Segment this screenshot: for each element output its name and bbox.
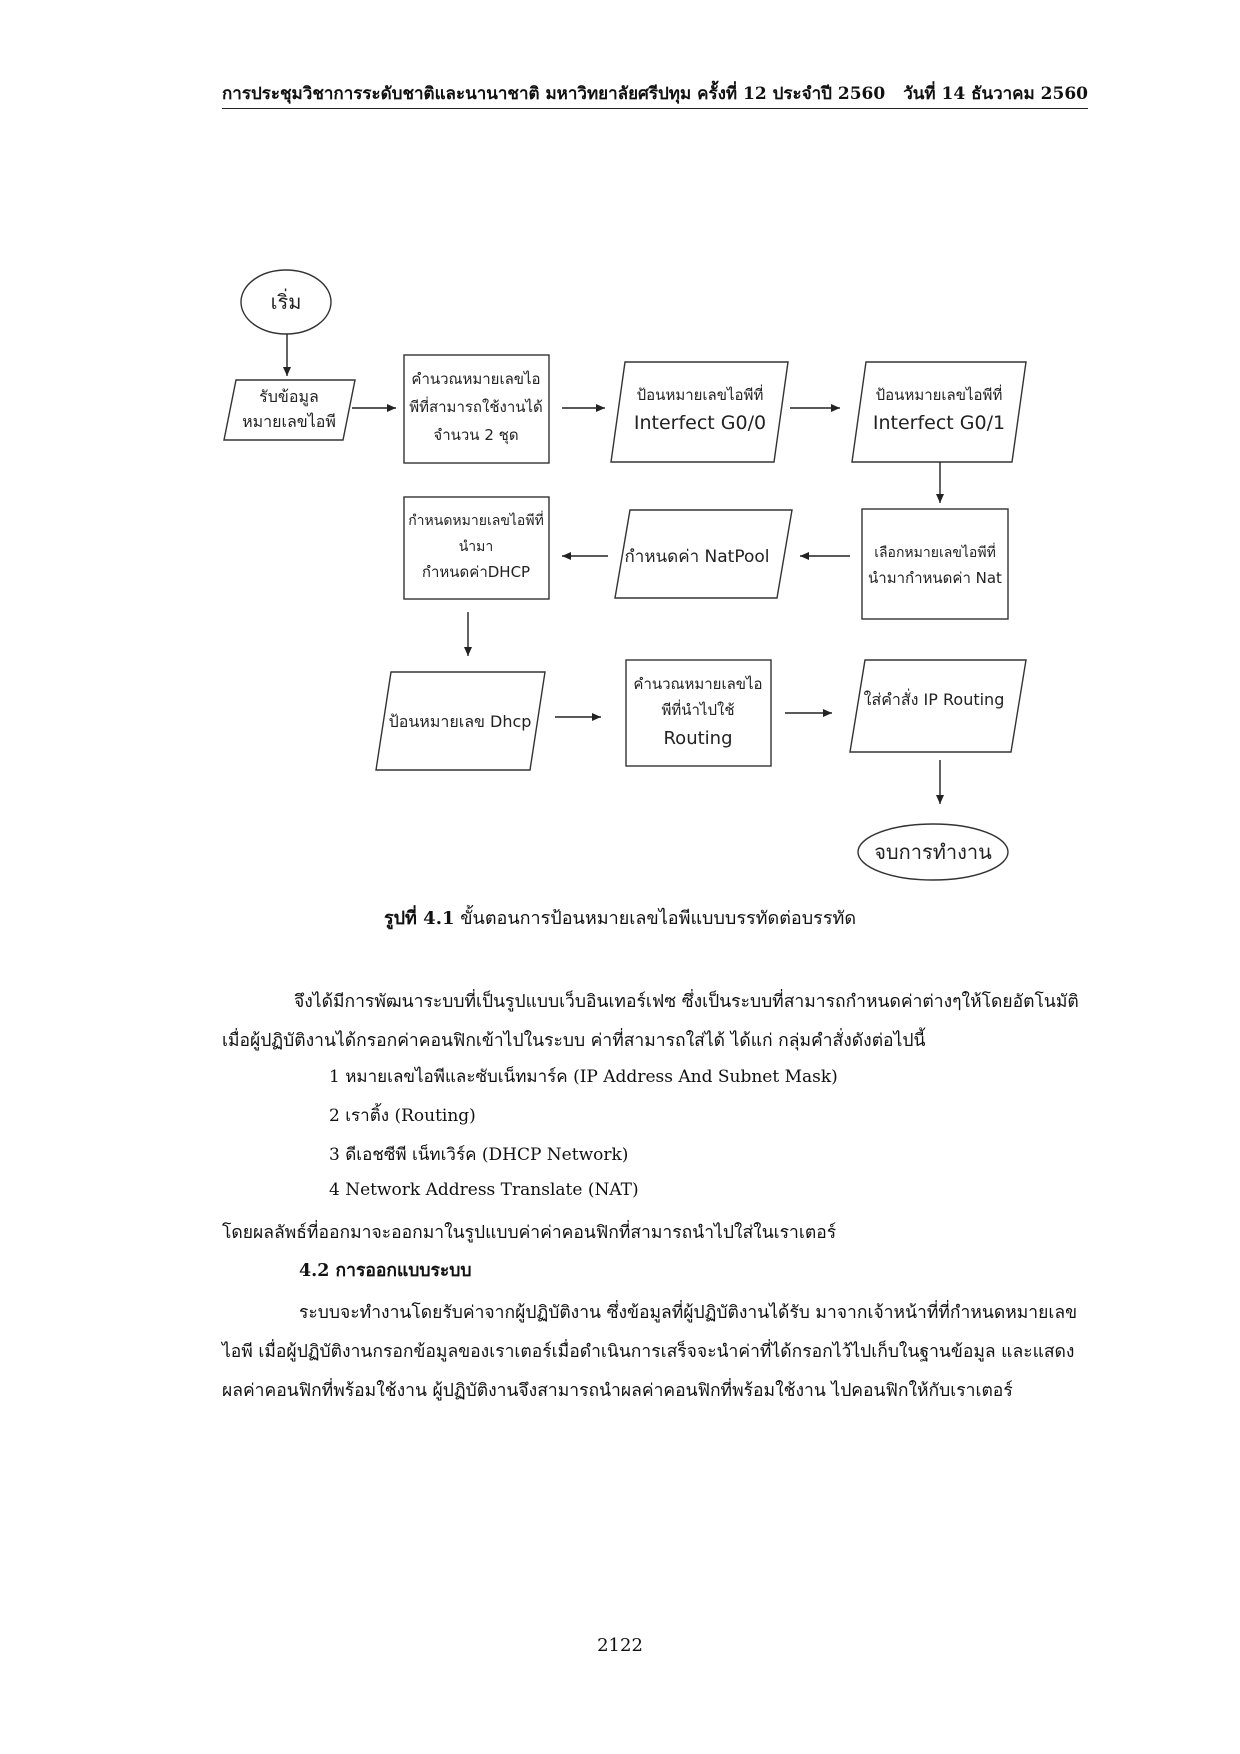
n2-line-2: พีที่สามารถใช้งานได้ [409,398,543,416]
n6-label: กำหนดค่า NatPool [624,547,770,567]
header-date: วันที่ 14 ธันวาคม 2560 [903,84,1088,104]
n1-line-2: หมายเลขไอพี [242,412,336,431]
paragraph-2: โดยผลลัพธ์ที่ออกมาจะออกมาในรูปแบบค่าค่าคอนฟิกที่สามารถนำไปใส่ในเราเตอร์ [222,1223,837,1243]
n3-line-1: ป้อนหมายเลขไอพีที่ [636,386,764,404]
n9-line-3: Routing [663,728,733,749]
figure-caption [0,903,1240,932]
n7-line-1: กำหนดหมายเลขไอพีที่ [408,513,544,529]
n5-line-1: เลือกหมายเลขไอพีที่ [874,545,996,561]
process-node-5 [862,509,1008,619]
paragraph-1: จึงได้มีการพัฒนาระบบที่เป็นรูปแบบเว็บอินเทอร์เฟซ ซึ่งเป็นระบบที่สามารถกำหนดค่าต่างๆให้โดยอัตโนมัติ เมื่อผู้ปฏิบัติงานได้กรอกค่าคอนฟิกเข้าไปในระบบ ค่าที่สามารถใส่ได้ ได้แก่ กลุ่มคำสั่งดังต่อไปนี้ [222,992,1079,1051]
n3-line-2: Interfect G0/0 [633,412,767,434]
start-label: เริ่ม [270,290,302,314]
n4-line-1: ป้อนหมายเลขไอพีที่ [875,386,1003,404]
paragraph-3: ระบบจะทำงานโดยรับค่าจากผู้ปฏิบัติงาน ซึ่งข้อมูลที่ผู้ปฏิบัติงานได้รับ มาจากเจ้าหน้าที่ที่กำหนดหมายเลขไอพี เมื่อผู้ปฏิบัติงานกรอกข้อมูลของเราเตอร์เมื่อดำเนินการเสร็จจะนำค่าที่ได้กรอกไว้ไปเก็บในฐานข้อมูล และแสดงผลค่าคอนฟิกที่พร้อมใช้งาน ผู้ปฏิบัติงานจึงสามารถนำผลค่าคอนฟิกที่พร้อมใช้งาน ไปคอนฟิกให้กับเราเตอร์ [222,1303,1078,1401]
n5-line-2: นำมากำหนดค่า Nat [868,569,1002,587]
n7-line-3: กำหนดค่าDHCP [421,563,531,581]
caption-label: รูปที่ 4.1 [383,908,455,929]
list-item: 4 Network Address Translate (NAT) [329,1180,639,1200]
n9-line-1: คำนวณหมายเลขไอ [633,675,763,693]
list-item: 3 ดีเอชซีพี เน็ทเวิร์ค (DHCP Network) [329,1145,629,1165]
n2-line-3: จำนวน 2 ชุด [433,426,519,444]
list-item: 2 เราติ้ง (Routing) [329,1106,476,1126]
n9-line-2: พีที่นำไปใช้ [661,701,735,719]
n8-label: ป้อนหมายเลข Dhcp [388,712,532,731]
n7-line-2: นำมา [458,539,494,555]
n10-label: ใส่คำสั่ง IP Routing [863,690,1005,709]
n2-line-1: คำนวณหมายเลขไอ [411,370,541,388]
end-label: จบการทำงาน [874,840,992,864]
header-conference: การประชุมวิชาการระดับชาติและนานาชาติ มหาวิทยาลัยศรีปทุม ครั้งที่ 12 ประจำปี 2560 [222,84,886,104]
caption-text: ขั้นตอนการป้อนหมายเลขไอพีแบบบรรทัดต่อบรรทัด [454,908,857,929]
n4-line-2: Interfect G0/1 [872,412,1006,434]
page-number: 2122 [597,1635,643,1656]
section-heading: 4.2 การออกแบบระบบ [299,1261,472,1281]
n1-line-1: รับข้อมูล [259,387,319,406]
list-item: 1 หมายเลขไอพีและซับเน็ทมาร์ค (IP Address And Subnet Mask) [329,1067,838,1087]
